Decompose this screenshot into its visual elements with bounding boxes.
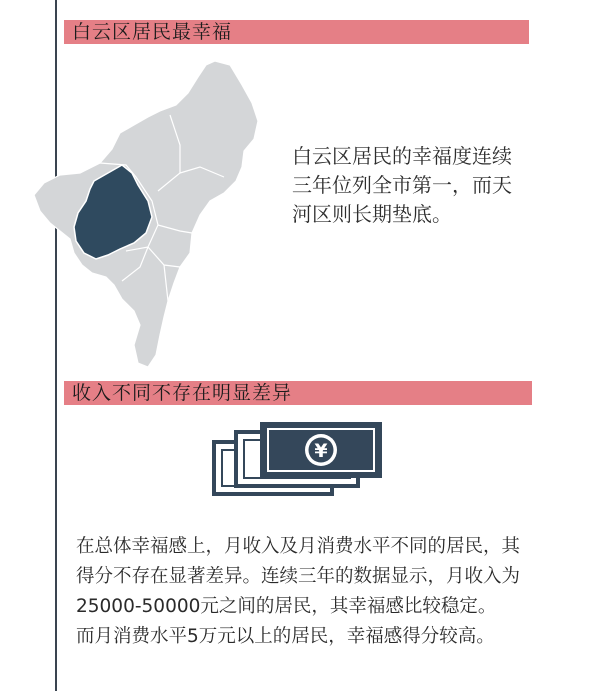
yen-symbol: ¥	[314, 440, 328, 462]
body-line: 而月消费水平5万元以上的居民，幸福感得分较高。	[76, 626, 495, 647]
body-line: 在总体幸福感上，月收入及月消费水平不同的居民，其	[76, 536, 521, 557]
section-title: 白云区居民最幸福	[72, 21, 233, 43]
description-line: 河区则长期垫底。	[292, 202, 452, 226]
money-bills-icon	[210, 420, 385, 500]
guangzhou-district-map	[30, 55, 270, 375]
body-line: 得分不存在显著差异。连续三年的数据显示，月收入为	[76, 566, 521, 587]
section-header-income	[64, 381, 532, 405]
body-line: 25000-50000元之间的居民，其幸福感比较稳定。	[76, 596, 497, 617]
description-line: 白云区居民的幸福度连续	[292, 144, 512, 168]
section-header-happiest	[64, 20, 529, 44]
description-line: 三年位列全市第一，而天	[292, 173, 512, 197]
section1-description	[292, 142, 582, 229]
section2-body	[76, 532, 576, 652]
section-title: 收入不同不存在明显差异	[72, 382, 293, 404]
